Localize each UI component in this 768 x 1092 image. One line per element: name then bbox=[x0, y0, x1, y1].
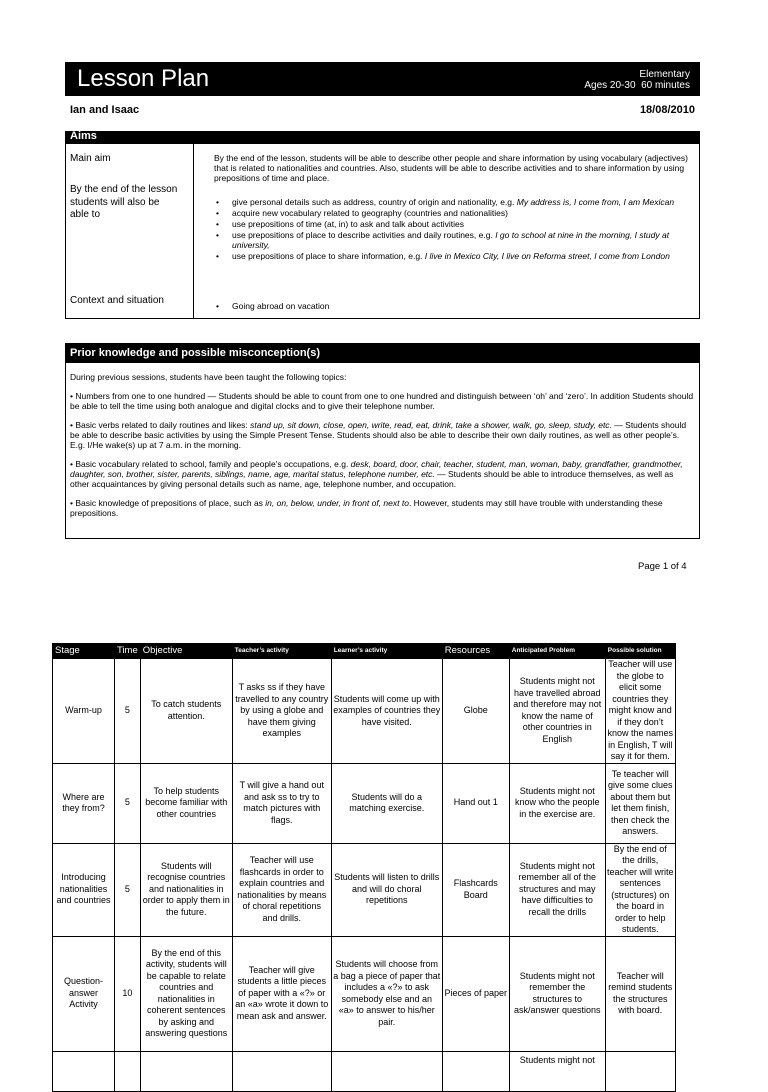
header-anticipated-problem: Anticipated Problem bbox=[509, 644, 605, 659]
aims-bullet: • use prepositions of place to share information, e.g. I live in Mexico City, I live on Reforma street, I come from London bbox=[216, 251, 696, 261]
aims-divider bbox=[193, 144, 194, 318]
aims-bullet: • use prepositions of place to describe activities and daily routines, e.g. I go to school at nine in the morning, I study at university, bbox=[216, 230, 696, 250]
header-objective: Objective bbox=[140, 644, 232, 659]
date: 18/08/2010 bbox=[639, 104, 695, 116]
duration: 60 minutes bbox=[641, 80, 690, 91]
header-stage: Stage bbox=[53, 644, 115, 659]
prior-vocabulary: • Basic vocabulary related to school, family and people’s occupations, e.g. desk, board, door, chair, teacher, student, man, woman, baby, grandfather, grandmother, daughter, son, brother, sister, parents, siblings, name, age, marital status, telephone number, etc. — Students should be able to introduce themselves, as well as other acquaintances by giving personal details such as name, age, telephone number, and occupation. bbox=[70, 459, 683, 489]
title-bar bbox=[65, 62, 700, 96]
time-cell bbox=[115, 1051, 141, 1091]
solution-cell: By the end of the drills, teacher will write sentences (structures) on the board in order to help students. bbox=[607, 843, 674, 934]
solution-cell bbox=[605, 1051, 675, 1091]
main-aim-label: Main aim bbox=[70, 153, 111, 164]
table-row bbox=[53, 843, 676, 936]
aims-bullet-list bbox=[216, 197, 696, 261]
resources-cell: Pieces of paper bbox=[442, 936, 509, 1051]
objective-cell: Students will recognise countries and nationalities in order to apply them in the future. bbox=[140, 843, 232, 936]
learner-cell bbox=[331, 1051, 442, 1091]
header-teacher-activity: Teacher’s activity bbox=[232, 644, 331, 659]
page-number: Page 1 of 4 bbox=[638, 561, 687, 572]
problem-cell: Students might not remember all of the structures and may have difficulties to recall the drills bbox=[509, 843, 605, 936]
time-cell: 5 bbox=[115, 843, 141, 936]
learner-cell: Students will listen to drills and will do choral repetitions bbox=[331, 843, 442, 936]
time-cell: 10 bbox=[115, 936, 141, 1051]
prior-section-title: Prior knowledge and possible misconception(s) bbox=[65, 343, 700, 363]
learner-cell: Students will choose from a bag a piece of paper that includes a «?» to ask somebody else and an «a» to answer to his/her pair. bbox=[331, 936, 442, 1051]
objective-cell: To catch students attention. bbox=[140, 659, 232, 764]
teacher-cell: Teacher will use flashcards in order to explain countries and nationalities by means of choral repetitions and drills. bbox=[232, 843, 331, 936]
table-row bbox=[53, 936, 676, 1051]
main-aim-text: By the end of the lesson, students will be able to describe other people and share information by using vocabulary (adjectives) that is related to nationalities and countries. Also, students will be able to describe activities and to share information by using prepositions of time and place. bbox=[214, 153, 688, 183]
prior-verbs: • Basic verbs related to daily routines and likes: stand up, sit down, close, open, write, read, eat, drink, take a shower, walk, go, sleep, study, etc. — Students should be able to describe basic activities by using the Simple Present Tense. Students should also be able to describe their own daily routines, as well as other people’s. E.g. I/He wake(s) up at 7 a.m. in the morning. bbox=[70, 420, 687, 450]
objective-cell: To help students become familiar with other countries bbox=[140, 763, 232, 843]
learner-cell: Students will do a matching exercise. bbox=[331, 763, 442, 843]
stage-cell bbox=[53, 1051, 115, 1091]
prior-box bbox=[65, 363, 700, 539]
time-cell: 5 bbox=[115, 659, 141, 764]
teacher-cell: Teacher will give students a little pieces of paper with a «?» or an «a» wrote it down to mean ask and answer. bbox=[232, 936, 331, 1051]
level: Elementary bbox=[639, 69, 690, 80]
context-text: • Going abroad on vacation bbox=[216, 301, 696, 311]
header-resources: Resources bbox=[442, 644, 509, 659]
table-row bbox=[53, 1051, 676, 1091]
table-header-row bbox=[53, 644, 676, 659]
resources-cell: Globe bbox=[442, 659, 509, 764]
objective-cell: By the end of this activity, students will be capable to relate countries and nationalities in coherent sentences by asking and answering questions bbox=[140, 936, 232, 1051]
prior-intro: During previous sessions, students have been taught the following topics: bbox=[70, 372, 347, 382]
solution-cell: Teacher will remind students the structures with board. bbox=[605, 936, 675, 1051]
teacher-cell: T asks ss if they have travelled to any country by using a globe and have them giving examples bbox=[232, 659, 331, 764]
context-label: Context and situation bbox=[70, 295, 164, 306]
stage-cell: Where are they from? bbox=[53, 763, 115, 843]
table-row bbox=[53, 763, 676, 843]
time-cell: 5 bbox=[115, 763, 141, 843]
solution-cell: Te teacher will give some clues about them but let them finish, then check the answers. bbox=[605, 763, 675, 843]
stage-cell: Question-answer Activity bbox=[53, 936, 115, 1051]
header-learner-activity: Learner’s activity bbox=[331, 644, 442, 659]
resources-cell: Hand out 1 bbox=[442, 763, 509, 843]
context-list bbox=[216, 301, 696, 311]
header-time: Time bbox=[115, 644, 141, 659]
ages: Ages 20-30 bbox=[584, 80, 636, 91]
problem-cell: Students might not have travelled abroad and therefore may not know the name of other countries in English bbox=[509, 659, 605, 764]
ages-duration bbox=[584, 80, 690, 91]
lesson-stage-table bbox=[52, 643, 676, 1092]
aims-section-title: Aims bbox=[65, 131, 700, 144]
learner-cell: Students will come up with examples of countries they have visited. bbox=[331, 659, 442, 764]
resources-cell: Flashcards Board bbox=[442, 843, 509, 936]
stage-cell: Introducing nationalities and countries bbox=[53, 843, 115, 936]
prior-prepositions: • Basic knowledge of prepositions of place, such as in, on, below, under, in front of, next to. However, students may still have trouble with understanding these prepositions. bbox=[70, 498, 663, 518]
table-row bbox=[53, 659, 676, 764]
header-possible-solution: Possible solution bbox=[605, 644, 675, 659]
level-info bbox=[584, 69, 690, 91]
aims-bullet: • give personal details such as address, country of origin and nationality, e.g. My address is, I come from, I am Mexican bbox=[216, 197, 696, 207]
authors: Ian and Isaac bbox=[70, 104, 140, 116]
aims-bullet: • acquire new vocabulary related to geography (countries and nationalities) bbox=[216, 208, 696, 218]
problem-cell: Students might not remember the structures to ask/answer questions bbox=[509, 936, 605, 1051]
aims-box bbox=[65, 144, 700, 319]
objective-cell bbox=[140, 1051, 232, 1091]
solution-cell: Teacher will use the globe to elicit some countries they might know and if they don’t know the names in English, T will say it for them. bbox=[605, 659, 675, 764]
problem-cell: Students might not bbox=[509, 1051, 605, 1091]
resources-cell bbox=[442, 1051, 509, 1091]
also-able-label: By the end of the lesson students will also be able to bbox=[70, 184, 178, 220]
teacher-cell: T will give a hand out and ask ss to try to match pictures with flags. bbox=[232, 763, 331, 843]
problem-cell: Students might not know who the people in the exercise are. bbox=[509, 763, 605, 843]
stage-cell: Warm-up bbox=[53, 659, 115, 764]
teacher-cell bbox=[232, 1051, 331, 1091]
prior-numbers: • Numbers from one to one hundred — Students should be able to count from one to one hundred and distinguish between ‘oh’ and ‘zero’. In addition Students should be able to tell the time using both analogue and digital clocks and to give their telephone number. bbox=[70, 391, 694, 411]
aims-bullet: • use prepositions of time (at, in) to ask and talk about activities bbox=[216, 219, 696, 229]
document-title: Lesson Plan bbox=[77, 65, 210, 92]
